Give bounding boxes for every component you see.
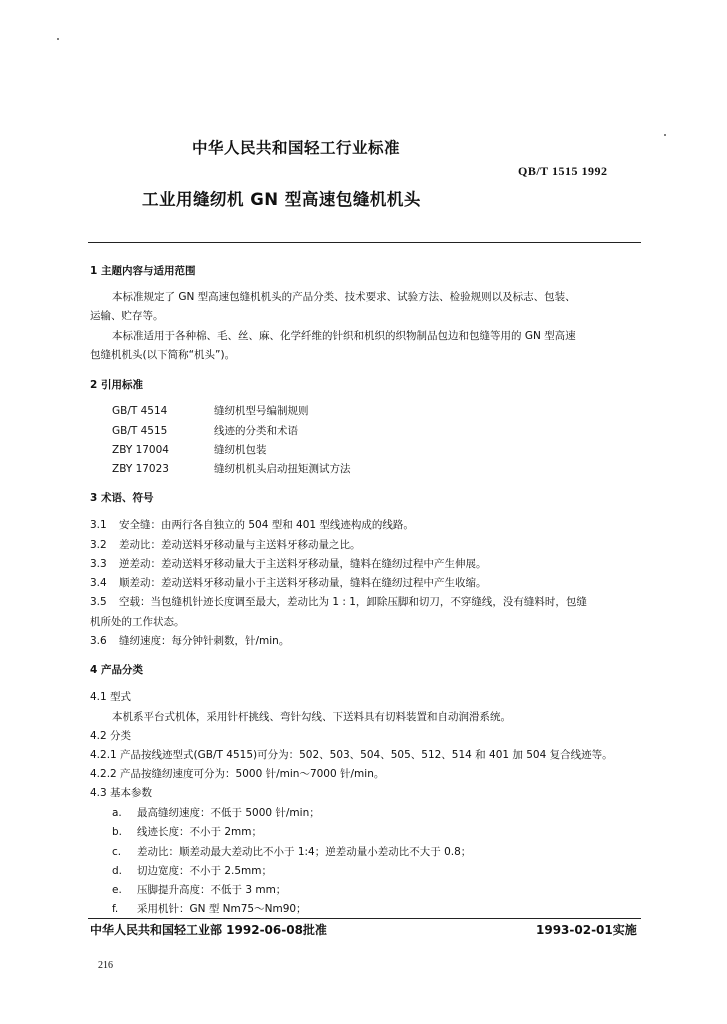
term-text: 缝纫速度：每分钟针刺数，针/min。: [119, 635, 290, 647]
param-key: a.: [112, 807, 122, 819]
param-key: b.: [112, 826, 123, 838]
approval-line: 中华人民共和国轻工业部 1992-06-08批准: [90, 923, 327, 937]
param-key: d.: [112, 865, 123, 877]
param-text: 线迹长度：不小于 2mm；: [137, 826, 262, 838]
ref-name: 线迹的分类和术语: [214, 425, 298, 437]
subsection-4-2-heading: 4.2 分类: [90, 730, 132, 742]
param-text: 最高缝纫速度：不低于 5000 针/min；: [137, 807, 320, 819]
section-4-heading: 4 产品分类: [90, 664, 143, 676]
org-title: 中华人民共和国轻工行业标准: [192, 139, 401, 157]
subsection-4-3-heading: 4.3 基本参数: [90, 787, 153, 799]
term-text: 差动比：差动送料牙移动量与主送料牙移动量之比。: [119, 539, 361, 551]
scan-speck: [57, 38, 59, 40]
param-key: c.: [112, 846, 122, 858]
term-text: 逆差动：差动送料牙移动量大于主送料牙移动量，缝料在缝纫过程中产生伸展。: [119, 558, 487, 570]
effective-date: 1993-02-01实施: [536, 923, 637, 937]
section-1-paragraph-1-line-1: 本标准规定了 GN 型高速包缝机机头的产品分类、技术要求、试验方法、检验规则以及标志、包装、: [112, 291, 576, 303]
term-text: 顺差动：差动送料牙移动量小于主送料牙移动量，缝料在缝纫过程中产生收缩。: [119, 577, 487, 589]
term-text: 安全缝：由两行各自独立的 504 型和 401 型线迹构成的线路。: [119, 519, 414, 531]
ref-code: GB/T 4515: [112, 425, 168, 437]
subsection-4-1-text: 本机系平台式机体，采用针杆挑线、弯针勾线、下送料具有切料装置和自动润滑系统。: [112, 711, 511, 723]
term-number: 3.1: [90, 519, 107, 531]
term-text-continuation: 机所处的工作状态。: [90, 616, 185, 628]
term-number: 3.3: [90, 558, 107, 570]
param-text: 压脚提升高度：不低于 3 mm；: [137, 884, 287, 896]
ref-code: ZBY 17004: [112, 444, 169, 456]
ref-code: GB/T 4514: [112, 405, 168, 417]
page-number: 216: [98, 960, 113, 971]
param-text: 切边宽度：不小于 2.5mm；: [137, 865, 272, 877]
ref-name: 缝纫机机头启动扭矩测试方法: [214, 463, 351, 475]
param-key: e.: [112, 884, 122, 896]
section-3-heading: 3 术语、符号: [90, 492, 154, 504]
term-number: 3.4: [90, 577, 107, 589]
section-1-paragraph-1-line-2: 运输、贮存等。: [90, 310, 164, 322]
section-2-heading: 2 引用标准: [90, 379, 143, 391]
standard-number: QB/T 1515 1992: [518, 164, 608, 178]
document-title: 工业用缝纫机 GN 型高速包缝机机头: [142, 190, 421, 209]
scan-speck: [664, 134, 666, 136]
section-1-paragraph-2-line-2: 包缝机机头(以下简称“机头”)。: [90, 349, 236, 361]
clause-4-2-2: 4.2.2 产品按缝纫速度可分为：5000 针/min～7000 针/min。: [90, 768, 385, 780]
subsection-4-1-heading: 4.1 型式: [90, 691, 132, 703]
term-text: 空载：当包缝机针迹长度调至最大，差动比为 1 : 1，卸除压脚和切刀，不穿缝线，没有缝料时，包缝: [119, 596, 587, 608]
ref-name: 缝纫机型号编制规则: [214, 405, 309, 417]
param-text: 差动比：顺差动最大差动比不小于 1:4；逆差动量小差动比不大于 0.8；: [137, 846, 472, 858]
section-1-paragraph-2-line-1: 本标准适用于各种棉、毛、丝、麻、化学纤维的针织和机织的织物制品包边和包缝等用的 GN 型高速: [112, 330, 576, 342]
header-rule: [88, 242, 641, 243]
term-number: 3.5: [90, 596, 107, 608]
ref-name: 缝纫机包装: [214, 444, 267, 456]
footer-rule: [88, 918, 641, 919]
ref-code: ZBY 17023: [112, 463, 169, 475]
section-1-heading: 1 主题内容与适用范围: [90, 265, 196, 277]
param-key: f.: [112, 903, 119, 915]
term-number: 3.2: [90, 539, 107, 551]
param-text: 采用机针：GN 型 Nm75～Nm90；: [137, 903, 307, 915]
term-number: 3.6: [90, 635, 107, 647]
clause-4-2-1: 4.2.1 产品按线迹型式(GB/T 4515)可分为：502、503、504、505、512、514 和 401 加 504 复合线迹等。: [90, 749, 613, 761]
